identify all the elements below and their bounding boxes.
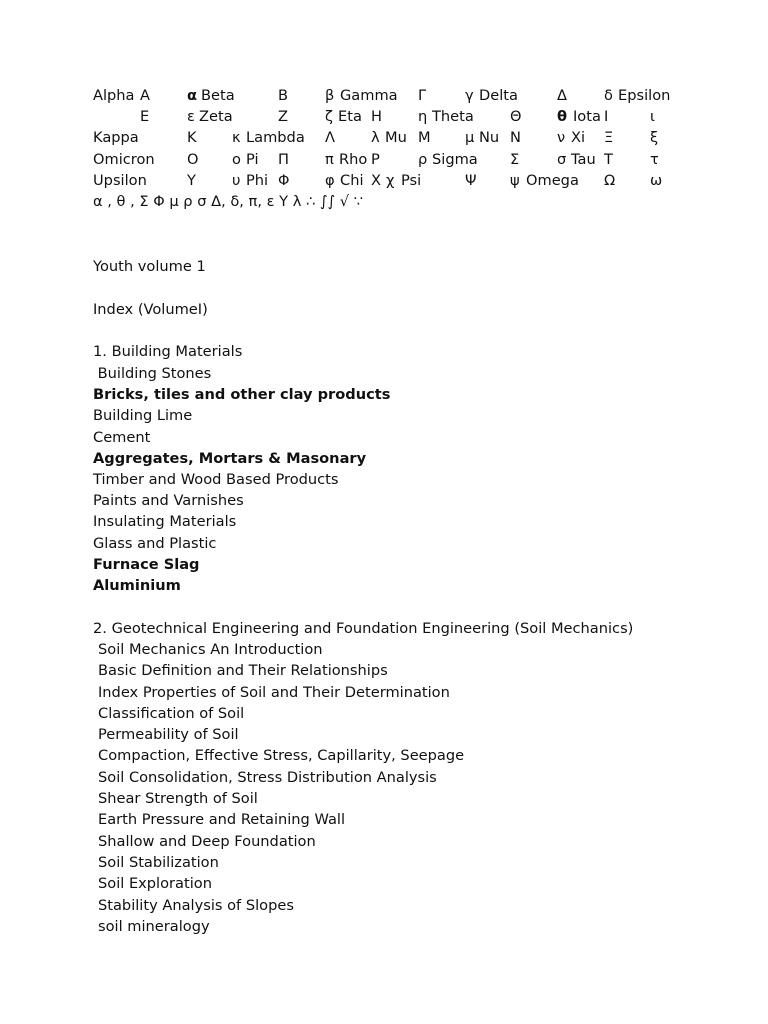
list-item: Glass and Plastic xyxy=(93,535,217,552)
greek-name: Delta xyxy=(479,87,518,104)
greek-name: Upsilon xyxy=(93,172,147,189)
greek-upper: Η xyxy=(371,108,382,125)
list-item: Furnace Slag xyxy=(93,556,200,573)
greek-name: Omicron xyxy=(93,151,155,168)
greek-name: Pi xyxy=(246,151,259,168)
list-item: Soil Stabilization xyxy=(98,854,219,871)
greek-lower: τ xyxy=(650,151,659,168)
greek-lower: ι xyxy=(650,108,655,125)
greek-lower: ν xyxy=(557,129,566,146)
greek-lower: σ xyxy=(557,151,567,168)
list-item: Basic Definition and Their Relationships xyxy=(98,662,388,679)
greek-upper: Τ xyxy=(604,151,613,168)
greek-name: Epsilon xyxy=(618,87,671,104)
greek-upper: Π xyxy=(278,151,289,168)
greek-name: Rho xyxy=(339,151,368,168)
list-item: Stability Analysis of Slopes xyxy=(98,897,294,914)
greek-name: Zeta xyxy=(199,108,233,125)
greek-name: Tau xyxy=(571,151,596,168)
greek-upper: Χ xyxy=(371,172,381,189)
symbols-line: α , θ , Σ Φ μ ρ σ Δ, δ, π, ε Υ λ ∴ ∫∫ √ ∵ xyxy=(93,193,363,210)
list-item: Aluminium xyxy=(93,577,181,594)
greek-lower: ζ xyxy=(325,108,333,125)
greek-lower: μ xyxy=(465,129,475,146)
list-item: Shear Strength of Soil xyxy=(98,790,258,807)
greek-upper: Ι xyxy=(604,108,609,125)
list-item: Aggregates, Mortars & Masonary xyxy=(93,450,367,467)
list-item: Insulating Materials xyxy=(93,513,237,530)
greek-name: Mu xyxy=(385,129,407,146)
section-2-heading: 2. Geotechnical Engineering and Foundation Engineering (Soil Mechanics) xyxy=(93,620,634,637)
greek-name: Gamma xyxy=(340,87,398,104)
greek-lower: η xyxy=(418,108,428,125)
greek-name: Omega xyxy=(526,172,579,189)
greek-upper: Ρ xyxy=(371,151,380,168)
greek-lower: ψ xyxy=(510,172,520,189)
greek-name: Psi xyxy=(401,172,422,189)
greek-name: Beta xyxy=(201,87,235,104)
list-item: Bricks, tiles and other clay products xyxy=(93,386,391,403)
list-item: Soil Exploration xyxy=(98,875,212,892)
greek-lower: θ xyxy=(557,108,568,125)
greek-upper: Γ xyxy=(418,87,427,104)
greek-lower: ε xyxy=(187,108,195,125)
greek-upper: Ν xyxy=(510,129,521,146)
greek-upper: Ψ xyxy=(465,172,477,189)
greek-upper: Θ xyxy=(510,108,522,125)
greek-lower: π xyxy=(325,151,334,168)
list-item: Soil Consolidation, Stress Distribution Analysis xyxy=(98,769,437,786)
greek-upper: Κ xyxy=(187,129,197,146)
greek-lower: χ xyxy=(386,172,395,189)
greek-name: Chi xyxy=(340,172,364,189)
greek-name: Nu xyxy=(479,129,500,146)
list-item: Timber and Wood Based Products xyxy=(93,471,339,488)
greek-lower: υ xyxy=(232,172,241,189)
greek-lower: λ xyxy=(371,129,380,146)
greek-name: Iota xyxy=(573,108,601,125)
list-item: Classification of Soil xyxy=(98,705,245,722)
list-item: Building Stones xyxy=(93,365,212,382)
list-item: Building Lime xyxy=(93,407,193,424)
greek-upper: Φ xyxy=(278,172,290,189)
list-item: Soil Mechanics An Introduction xyxy=(98,641,323,658)
list-item: Index Properties of Soil and Their Determination xyxy=(98,684,450,701)
greek-lower: κ xyxy=(232,129,241,146)
greek-upper: Ζ xyxy=(278,108,288,125)
greek-lower: γ xyxy=(465,87,474,104)
list-item: Paints and Varnishes xyxy=(93,492,244,509)
list-item: Earth Pressure and Retaining Wall xyxy=(98,811,346,828)
greek-lower: β xyxy=(325,87,335,104)
greek-lower: ω xyxy=(650,172,663,189)
greek-upper: Ξ xyxy=(604,129,614,146)
greek-lower: ξ xyxy=(650,129,659,146)
greek-upper: Υ xyxy=(187,172,196,189)
greek-upper: Λ xyxy=(325,129,335,146)
greek-name: Sigma xyxy=(432,151,478,168)
list-item: soil mineralogy xyxy=(98,918,210,935)
list-item: Cement xyxy=(93,429,151,446)
greek-upper: Α xyxy=(140,87,150,104)
greek-lower: δ xyxy=(604,87,613,104)
greek-name: Phi xyxy=(246,172,269,189)
document-title: Youth volume 1 xyxy=(93,258,206,275)
greek-upper: Β xyxy=(278,87,289,104)
list-item: Permeability of Soil xyxy=(98,726,239,743)
greek-upper: Μ xyxy=(418,129,431,146)
greek-lower: φ xyxy=(325,172,335,189)
greek-upper: Σ xyxy=(510,151,520,168)
greek-name: Xi xyxy=(571,129,586,146)
greek-lower: α xyxy=(187,87,198,104)
greek-name: Theta xyxy=(432,108,474,125)
greek-upper: Δ xyxy=(557,87,567,104)
greek-lower: ο xyxy=(232,151,241,168)
greek-name: Alpha xyxy=(93,87,135,104)
greek-name: Lambda xyxy=(246,129,305,146)
greek-upper: Ο xyxy=(187,151,199,168)
index-heading: Index (VolumeI) xyxy=(93,301,208,318)
section-1-heading: 1. Building Materials xyxy=(93,343,243,360)
list-item: Compaction, Effective Stress, Capillarity, Seepage xyxy=(98,747,465,764)
greek-name: Kappa xyxy=(93,129,139,146)
list-item: Shallow and Deep Foundation xyxy=(98,833,316,850)
greek-name: Eta xyxy=(338,108,362,125)
greek-lower: ρ xyxy=(418,151,428,168)
greek-upper: Ε xyxy=(140,108,150,125)
greek-upper: Ω xyxy=(604,172,616,189)
